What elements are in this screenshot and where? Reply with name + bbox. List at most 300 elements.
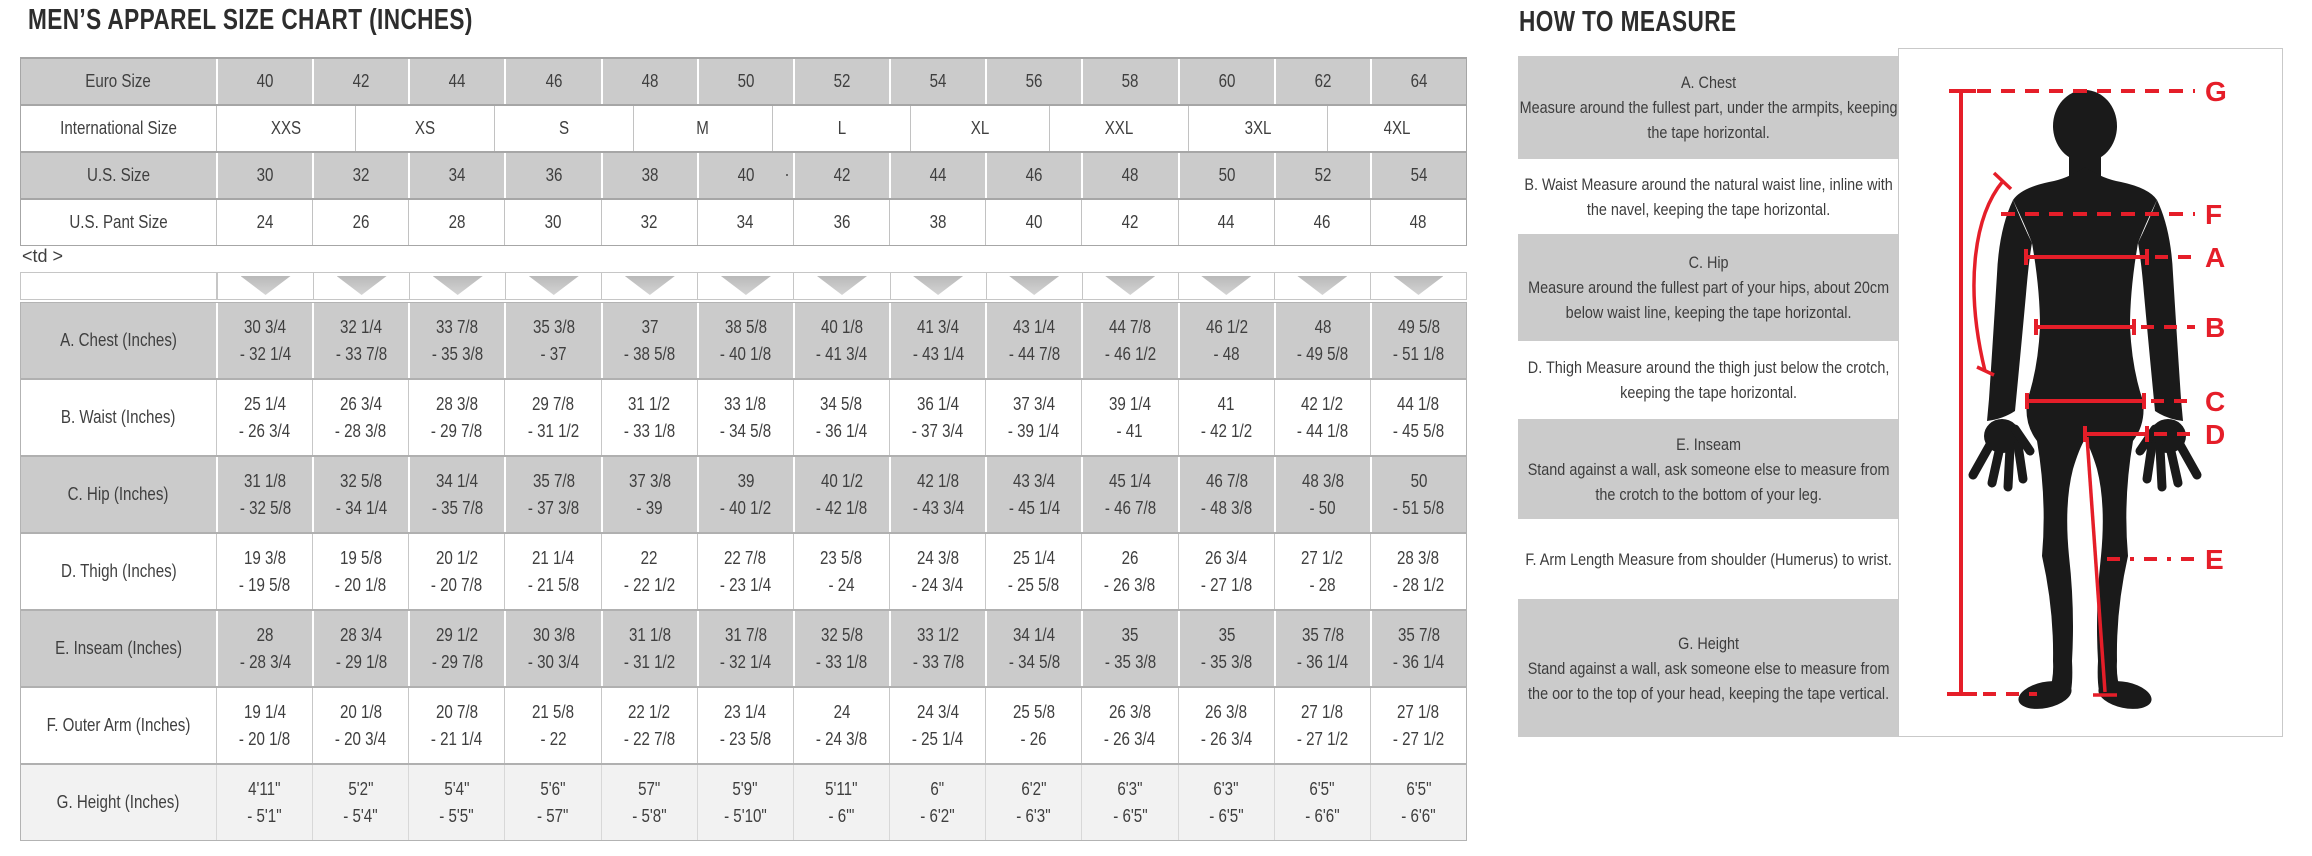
range-start: 34 5/8 [820, 393, 863, 414]
range-start: 23 5/8 [820, 547, 863, 568]
size-value: 40 [1025, 212, 1043, 232]
range-end: - 27 1/8 [1200, 574, 1252, 595]
column-arrow-cell[interactable] [601, 273, 697, 299]
size-value: 34 [448, 165, 466, 185]
range-start: 24 3/4 [916, 701, 959, 722]
column-arrow-cell[interactable] [697, 273, 793, 299]
range-end: - 44 7/8 [1008, 343, 1060, 364]
row-label-text: F. Outer Arm (Inches) [46, 715, 191, 735]
howto-title: HOW TO MEASURE [1519, 6, 1737, 38]
size-cell [504, 200, 600, 245]
range-end: - 28 [1309, 574, 1336, 595]
range-start: 35 7/8 [1397, 624, 1440, 645]
howto-box-content [1518, 631, 1899, 706]
range-end: - 28 3/4 [239, 651, 291, 672]
size-cell [1370, 200, 1466, 245]
range-end: - 29 1/8 [335, 651, 387, 672]
arrow-row-label-cell [21, 273, 217, 299]
range-end: - 26 3/8 [1104, 574, 1156, 595]
size-cell [793, 59, 889, 104]
size-cell [408, 59, 504, 104]
size-value: 40 [737, 165, 755, 185]
column-arrow-cell[interactable] [986, 273, 1082, 299]
range-start: 50 [1410, 470, 1428, 491]
range-end: - 43 3/4 [912, 497, 964, 518]
row-label [21, 59, 216, 104]
measure-cell [1370, 611, 1466, 686]
range-end: - 35 7/8 [431, 497, 484, 518]
size-value: 54 [929, 71, 947, 91]
range-start: 21 1/4 [532, 547, 575, 568]
column-arrow-cell[interactable] [409, 273, 505, 299]
column-arrow-row [20, 272, 1467, 300]
measure-cell [216, 303, 312, 378]
measure-cell [408, 688, 504, 763]
measure-cell [601, 534, 697, 609]
measure-cell [1274, 688, 1370, 763]
measure-cell [601, 380, 697, 455]
size-value: S [558, 118, 569, 138]
range-end: - 5'5" [439, 805, 475, 826]
range-end: - 32 5/8 [239, 497, 291, 518]
size-value: 54 [1410, 165, 1428, 185]
range-end: - 25 5/8 [1008, 574, 1060, 595]
size-cell [312, 153, 408, 198]
size-value: 32 [352, 165, 370, 185]
measure-cell [985, 457, 1081, 532]
row-label [21, 106, 216, 151]
range-start: 25 1/4 [1012, 547, 1055, 568]
size-cell [697, 153, 793, 198]
size-value: 50 [737, 71, 755, 91]
label-b: B [2205, 312, 2226, 343]
range-end: - 31 1/2 [624, 651, 676, 672]
measure-cell [601, 303, 697, 378]
measure-cell [697, 380, 793, 455]
size-cell [985, 59, 1081, 104]
range-start: 44 1/8 [1397, 393, 1440, 414]
size-cell [1049, 106, 1188, 151]
row-label [21, 457, 216, 532]
measure-cell [793, 457, 889, 532]
left-hand [1973, 419, 2030, 487]
size-value: XXL [1104, 118, 1134, 138]
row-label [21, 611, 216, 686]
range-end: - 5'4" [343, 805, 378, 826]
measure-cell [793, 534, 889, 609]
range-start: 4'11" [248, 778, 281, 799]
range-start: 35 7/8 [1301, 624, 1344, 645]
size-value: 38 [929, 212, 947, 232]
label-f: F [2205, 199, 2223, 230]
range-end: - 6'" [828, 805, 855, 826]
measure-cell [1178, 534, 1274, 609]
size-cell [216, 106, 355, 151]
size-value: 36 [833, 212, 850, 232]
range-start: 31 1/8 [628, 624, 671, 645]
chevron-down-icon [337, 276, 387, 295]
range-start: 37 3/8 [628, 470, 671, 491]
range-start: 48 [1314, 316, 1332, 337]
chevron-down-icon [529, 276, 579, 295]
chevron-down-icon [1009, 276, 1059, 295]
measure-cell [1370, 534, 1466, 609]
row-label [21, 380, 216, 455]
measure-cell [1274, 457, 1370, 532]
range-start: 27 1/8 [1301, 701, 1344, 722]
measure-cell [889, 688, 985, 763]
range-start: 35 3/8 [532, 316, 575, 337]
measure-cell [697, 765, 793, 840]
measure-cell [985, 688, 1081, 763]
size-cell [1081, 200, 1177, 245]
size-cell [1188, 106, 1327, 151]
range-start: 57" [638, 778, 661, 799]
range-end: - 22 1/2 [623, 574, 675, 595]
range-end: - 43 1/4 [912, 343, 964, 364]
stray-dot: · [783, 163, 790, 184]
size-value: 26 [352, 212, 370, 232]
range-end: - 49 5/8 [1297, 343, 1349, 364]
size-value: 42 [352, 71, 370, 91]
range-start: 39 [737, 470, 755, 491]
label-c: C [2205, 386, 2226, 417]
range-start: 35 [1218, 624, 1236, 645]
chevron-down-icon [1105, 276, 1155, 295]
size-value: 44 [448, 71, 466, 91]
range-end: - 30 3/4 [527, 651, 580, 672]
measure-cell [1370, 457, 1466, 532]
range-start: 23 1/4 [724, 701, 767, 722]
size-value: 36 [545, 165, 562, 185]
range-start: 26 3/4 [1205, 547, 1248, 568]
measure-cell [504, 303, 600, 378]
measure-cell [504, 688, 600, 763]
range-end: - 20 1/8 [238, 728, 291, 749]
size-cell [1081, 153, 1177, 198]
measure-cell [793, 380, 889, 455]
chevron-down-icon [913, 276, 963, 295]
size-cell [1274, 200, 1370, 245]
range-end: - 44 1/8 [1296, 420, 1348, 441]
measure-cell [408, 380, 504, 455]
range-end: - 25 1/4 [912, 728, 964, 749]
table-row-f-outer-arm-inches- [21, 688, 1466, 765]
row-label-text: U.S. Pant Size [69, 212, 168, 232]
table-row-b-waist-inches- [21, 380, 1466, 457]
measure-cell [216, 611, 312, 686]
size-cell [1081, 59, 1177, 104]
range-end: - 28 3/8 [335, 420, 387, 441]
size-cell [910, 106, 1049, 151]
howto-box-text: Measure around the fullest part, under the armpits, keeping the tape horizontal. [1519, 98, 1898, 142]
range-start: 33 1/2 [917, 624, 960, 645]
measure-cell [889, 380, 985, 455]
range-end: - 20 3/4 [335, 728, 387, 749]
howto-box-a [1518, 56, 1899, 159]
range-end: - 32 1/4 [720, 651, 772, 672]
measure-cell [312, 380, 408, 455]
size-cell [697, 59, 793, 104]
size-value: 48 [1410, 212, 1427, 232]
range-start: 20 1/2 [435, 547, 478, 568]
range-end: - 33 7/8 [335, 343, 387, 364]
range-end: - 26 3/4 [238, 420, 291, 441]
range-end: - 5'1" [247, 805, 282, 826]
range-end: - 22 [540, 728, 567, 749]
measure-cell [889, 765, 985, 840]
range-start: 41 3/4 [917, 316, 960, 337]
column-arrow-cell[interactable] [1178, 273, 1274, 299]
row-label-text: G. Height (Inches) [57, 792, 180, 812]
column-arrow-cell[interactable] [1274, 273, 1370, 299]
column-arrow-cell[interactable] [505, 273, 601, 299]
size-value: 60 [1218, 71, 1236, 91]
range-end: - 51 1/8 [1393, 343, 1445, 364]
range-start: 6'5" [1309, 778, 1335, 799]
range-start: 28 3/4 [340, 624, 383, 645]
size-cell [408, 153, 504, 198]
range-start: 46 1/2 [1205, 316, 1248, 337]
range-start: 31 1/2 [628, 393, 671, 414]
measure-cell [1081, 303, 1177, 378]
measure-cell [697, 457, 793, 532]
range-end: - 33 1/8 [816, 651, 868, 672]
range-start: 35 7/8 [532, 470, 575, 491]
range-end: - 36 1/4 [1297, 651, 1349, 672]
range-start: 26 3/8 [1205, 701, 1248, 722]
measure-cell [216, 380, 312, 455]
size-cell [1370, 153, 1466, 198]
size-cell [601, 59, 697, 104]
measure-cell [312, 303, 408, 378]
size-value: 46 [545, 71, 562, 91]
range-start: 21 5/8 [532, 701, 575, 722]
range-start: 25 5/8 [1012, 701, 1055, 722]
range-start: 37 3/4 [1012, 393, 1055, 414]
howto-box-b [1518, 159, 1899, 234]
measure-cell [1081, 380, 1177, 455]
table-row-g-height-inches- [21, 765, 1466, 840]
howto-box-content [1518, 70, 1899, 145]
row-label [21, 534, 216, 609]
size-cell [1274, 153, 1370, 198]
howto-box-heading: G. Height [1678, 633, 1739, 653]
howto-box-text: Measure around the fullest part of your hips, about 20cm below waist line, keeping the tape horizontal. [1528, 278, 1890, 322]
column-arrow-cell[interactable] [890, 273, 986, 299]
size-value: 48 [641, 71, 659, 91]
measure-cell [697, 688, 793, 763]
size-cell [985, 200, 1081, 245]
range-end: - 46 7/8 [1104, 497, 1157, 518]
howto-box-e [1518, 419, 1899, 519]
page-title: MEN’S APPAREL SIZE CHART (INCHES) [28, 4, 473, 36]
measure-cell [1178, 765, 1274, 840]
column-arrow-cell[interactable] [217, 273, 313, 299]
size-cell [793, 200, 889, 245]
measure-cell [312, 688, 408, 763]
size-value: 64 [1410, 71, 1428, 91]
range-end: - 41 [1116, 420, 1144, 441]
range-end: - 6'3" [1016, 805, 1051, 826]
measure-cell [216, 534, 312, 609]
column-arrow-cell[interactable] [1082, 273, 1178, 299]
measure-cell [1081, 457, 1177, 532]
measure-cell [889, 534, 985, 609]
range-end: - 35 3/8 [431, 343, 484, 364]
range-end: - 19 5/8 [238, 574, 291, 595]
size-value: 46 [1313, 212, 1331, 232]
chevron-down-icon [1393, 276, 1443, 295]
size-value: 24 [256, 212, 273, 232]
range-start: 34 1/4 [1013, 624, 1056, 645]
range-end: - 34 5/8 [1008, 651, 1060, 672]
range-start: 27 1/2 [1301, 547, 1344, 568]
measure-cell [408, 534, 504, 609]
measure-cell [1081, 611, 1177, 686]
table-row-d-thigh-inches- [21, 534, 1466, 611]
size-cell [1327, 106, 1466, 151]
range-end: - 50 [1309, 497, 1336, 518]
range-end: - 39 1/4 [1008, 420, 1060, 441]
howto-box-text: F. Arm Length Measure from shoulder (Humerus) to wrist. [1525, 549, 1892, 569]
size-cell [1274, 59, 1370, 104]
range-end: - 38 5/8 [624, 343, 676, 364]
range-end: - 33 1/8 [623, 420, 675, 441]
size-value: 44 [1217, 212, 1235, 232]
column-arrow-cell[interactable] [793, 273, 889, 299]
howto-box-content [1518, 250, 1899, 325]
range-start: 5'6" [540, 778, 566, 799]
size-cell [504, 153, 600, 198]
range-start: 40 1/2 [820, 470, 864, 491]
range-start: 36 1/4 [916, 393, 959, 414]
size-cell [504, 59, 600, 104]
range-end: - 24 3/8 [815, 728, 868, 749]
range-start: 31 1/8 [244, 470, 287, 491]
range-end: - 41 3/4 [816, 343, 868, 364]
measure-cell [793, 303, 889, 378]
range-start: 37 [641, 316, 659, 337]
measure-cell [504, 380, 600, 455]
range-end: - 29 7/8 [431, 420, 483, 441]
size-value: 38 [641, 165, 659, 185]
size-cell [312, 200, 408, 245]
measure-cell [408, 457, 504, 532]
range-end: - 34 5/8 [719, 420, 771, 441]
measure-cell [1274, 765, 1370, 840]
range-start: 28 3/8 [1397, 547, 1440, 568]
range-end: - 6'5" [1112, 805, 1148, 826]
howto-box-g [1518, 599, 1899, 737]
measure-cell [697, 303, 793, 378]
chevron-down-icon [817, 276, 867, 295]
size-value: 30 [256, 165, 274, 185]
range-start: 5'2" [348, 778, 374, 799]
howto-box-text: Stand against a wall, ask someone else to measure from the crotch to the bottom of your leg. [1527, 459, 1890, 504]
size-value: 44 [929, 165, 947, 185]
range-end: - 20 7/8 [431, 574, 483, 595]
howto-box-content [1518, 432, 1899, 507]
measure-cell [601, 457, 697, 532]
range-end: - 20 1/8 [335, 574, 387, 595]
size-value: 56 [1025, 71, 1043, 91]
range-start: 38 5/8 [724, 316, 767, 337]
size-cell [216, 153, 312, 198]
measure-cell [889, 611, 985, 686]
range-start: 19 5/8 [339, 547, 382, 568]
measure-cell [504, 765, 600, 840]
measure-cell [312, 457, 408, 532]
range-start: 44 7/8 [1109, 316, 1152, 337]
range-start: 22 1/2 [628, 701, 671, 722]
range-end: - 36 1/4 [1393, 651, 1445, 672]
measure-cell [985, 534, 1081, 609]
size-value: 48 [1122, 165, 1139, 185]
range-end: - 24 3/4 [912, 574, 964, 595]
row-label-text: A. Chest (Inches) [60, 330, 177, 350]
measure-cell [1274, 380, 1370, 455]
range-start: 20 7/8 [435, 701, 478, 722]
range-start: 48 3/8 [1301, 470, 1344, 491]
range-end: - 23 1/4 [719, 574, 771, 595]
size-cell [601, 153, 697, 198]
range-start: 33 1/8 [724, 393, 767, 414]
column-arrow-cell[interactable] [1370, 273, 1466, 299]
howto-box-content [1518, 172, 1899, 222]
range-start: 6'3" [1117, 778, 1143, 799]
range-end: - 35 3/8 [1200, 651, 1253, 672]
measure-cell [1081, 765, 1177, 840]
range-start: 6'2" [1021, 778, 1047, 799]
row-label-text: Euro Size [85, 71, 152, 91]
range-end: - 27 1/2 [1392, 728, 1445, 749]
size-cell [216, 59, 312, 104]
measure-cell [601, 765, 697, 840]
size-value: 62 [1314, 71, 1332, 91]
measurement-figure [1898, 48, 2283, 737]
range-start: 24 [833, 701, 850, 722]
measure-cell [312, 611, 408, 686]
range-end: - 42 1/8 [816, 497, 868, 518]
range-end: - 37 [540, 343, 567, 364]
measure-cell [216, 457, 312, 532]
size-value: M [696, 118, 709, 138]
size-value: 42 [1121, 212, 1139, 232]
range-start: 49 5/8 [1397, 316, 1440, 337]
range-start: 24 3/8 [916, 547, 959, 568]
row-label-text: D. Thigh (Inches) [60, 561, 177, 581]
range-end: - 31 1/2 [527, 420, 579, 441]
range-start: 6" [930, 778, 945, 799]
howto-box-heading: C. Hip [1688, 253, 1729, 272]
size-value: 52 [1314, 165, 1332, 185]
range-start: 25 1/4 [243, 393, 286, 414]
measure-cell [312, 534, 408, 609]
measure-cell [697, 534, 793, 609]
measure-cell [985, 303, 1081, 378]
measure-cell [601, 611, 697, 686]
table-row-c-hip-inches- [21, 457, 1466, 534]
range-start: 29 1/2 [436, 624, 479, 645]
measure-cell [697, 611, 793, 686]
range-end: - 6'2" [920, 805, 955, 826]
range-end: - 37 3/8 [527, 497, 580, 518]
column-arrow-cell[interactable] [313, 273, 409, 299]
range-end: - 6'6" [1401, 805, 1436, 826]
size-cell [1178, 59, 1274, 104]
range-end: - 45 1/4 [1008, 497, 1060, 518]
